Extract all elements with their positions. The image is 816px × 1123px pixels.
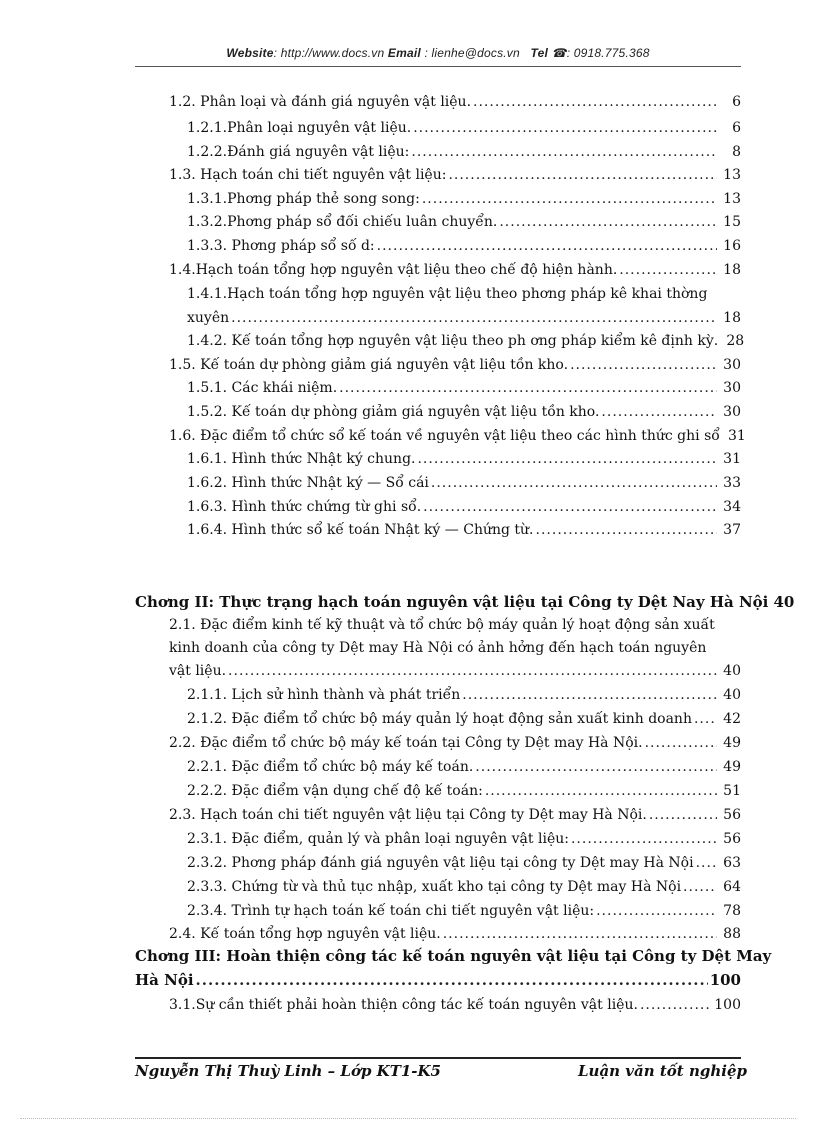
toc-entry[interactable]: 1.2.1.Phân loại nguyên vật liệu. ..... 6 — [187, 118, 741, 138]
toc-entry-line[interactable]: kinh doanh của công ty Dệt may Hà Nội có ảnh hởng đến hạch toán nguyên — [169, 640, 707, 656]
toc-entry[interactable]: 2.1.2. Đặc điểm tổ chức bộ máy quản lý hoạt động sản xuất kinh doanh ..... 42 — [187, 709, 741, 729]
toc-chapter[interactable]: Hà Nội ..... 100 — [135, 970, 741, 990]
toc-entry[interactable]: 2.4. Kế toán tổng hợp nguyên vật liệu. ..... 88 — [169, 924, 741, 944]
toc-entry[interactable]: 1.3.1.Phơng pháp thẻ song song: ..... 13 — [187, 189, 741, 209]
toc-entry[interactable]: 2.3. Hạch toán chi tiết nguyên vật liệu tại Công ty Dệt may Hà Nội. ..... 56 — [169, 805, 741, 825]
toc-entry[interactable]: 1.6.1. Hình thức Nhật ký chung. ..... 31 — [187, 449, 741, 469]
toc-entry[interactable]: 1.6.2. Hình thức Nhật ký — Sổ cái ..... 33 — [187, 473, 741, 493]
toc-entry[interactable]: 2.2. Đặc điểm tổ chức bộ máy kế toán tại Công ty Dệt may Hà Nội. ..... 49 — [169, 733, 741, 753]
website-label: Website — [226, 46, 274, 60]
toc-entry[interactable]: 2.3.4. Trình tự hạch toán kế toán chi tiết nguyên vật liệu: ..... 78 — [187, 901, 741, 921]
toc-entry[interactable]: 2.2.1. Đặc điểm tổ chức bộ máy kế toán. ..... 49 — [187, 757, 741, 777]
toc-entry[interactable]: 1.3.2.Phơng pháp sổ đối chiếu luân chuyển. ..... 15 — [187, 212, 741, 232]
website-value[interactable]: : http://www.docs.vn — [273, 46, 385, 60]
toc-entry-line[interactable]: 1.4.1.Hạch toán tổng hợp nguyên vật liệu theo phơng pháp kê khai thờng — [187, 286, 708, 302]
toc-entry-line[interactable]: 2.1. Đặc điểm kinh tế kỹ thuật và tổ chức bộ máy quản lý hoạt động sản xuất — [169, 617, 715, 633]
header-rule — [135, 66, 741, 67]
toc-entry[interactable]: vật liệu. ..... 40 — [169, 661, 741, 681]
page-bottom-border — [20, 1118, 796, 1119]
toc-chapter-line[interactable]: Chơng III: Hoàn thiện công tác kế toán nguyên vật liệu tại Công ty Dệt May — [135, 947, 772, 965]
tel-value: : 0918.775.368 — [566, 46, 650, 60]
toc-entry[interactable]: 1.2. Phân loại và đánh giá nguyên vật liệu. ..... 6 — [169, 92, 741, 112]
toc-entry[interactable]: 1.5. Kế toán dự phòng giảm giá nguyên vật liệu tồn kho. ..... 30 — [169, 355, 741, 375]
toc-entry[interactable]: 2.3.3. Chứng từ và thủ tục nhập, xuất kho tại công ty Dệt may Hà Nội ..... 64 — [187, 877, 741, 897]
toc-entry[interactable]: 1.3. Hạch toán chi tiết nguyên vật liệu: ..... 13 — [169, 165, 741, 185]
toc-entry[interactable]: 2.1.1. Lịch sử hình thành và phát triển ..... 40 — [187, 685, 741, 705]
toc-chapter[interactable]: Chơng II: Thực trạng hạch toán nguyên vật liệu tại Công ty Dệt Nay Hà Nội 40 — [135, 593, 795, 611]
toc-entry[interactable]: 2.2.2. Đặc điểm vận dụng chế độ kế toán: ..... 51 — [187, 781, 741, 801]
toc-entry[interactable]: 2.3.1. Đặc điểm, quản lý và phân loại nguyên vật liệu: ..... 56 — [187, 829, 741, 849]
email-label: Email — [387, 46, 421, 60]
email-value[interactable]: : lienhe@docs.vn — [424, 46, 520, 60]
toc-entry[interactable]: 1.6. Đặc điểm tổ chức sổ kế toán về nguyên vật liệu theo các hình thức ghi sổ 31 — [169, 428, 746, 444]
tel-label: Tel — [530, 46, 548, 60]
toc-entry[interactable]: 1.5.2. Kế toán dự phòng giảm giá nguyên vật liệu tồn kho. ..... 30 — [187, 402, 741, 422]
toc-entry[interactable]: 2.3.2. Phơng pháp đánh giá nguyên vật liệu tại công ty Dệt may Hà Nội ..... 63 — [187, 853, 741, 873]
footer-doc-type: Luận văn tốt nghiệp — [578, 1062, 747, 1080]
footer-author: Nguyễn Thị Thuỳ Linh – Lớp KT1-K5 — [135, 1062, 441, 1080]
toc-entry[interactable]: 1.4.2. Kế toán tổng hợp nguyên vật liệu theo ph ơng pháp kiểm kê định kỳ. 28 — [187, 333, 745, 349]
footer-rule — [135, 1057, 741, 1059]
page-header — [135, 46, 741, 60]
toc-entry[interactable]: 1.4.Hạch toán tổng hợp nguyên vật liệu theo chế độ hiện hành. ..... 18 — [169, 260, 741, 280]
toc-entry[interactable]: 1.3.3. Phơng pháp sổ số d: ..... 16 — [187, 236, 741, 256]
toc-entry[interactable]: 1.5.1. Các khái niệm. ..... 30 — [187, 378, 741, 398]
toc-entry[interactable]: 1.2.2.Đánh giá nguyên vật liệu: ..... 8 — [187, 142, 741, 162]
toc-entry[interactable]: 1.6.4. Hình thức sổ kế toán Nhật ký — Chứng từ. ..... 37 — [187, 520, 741, 540]
toc-entry[interactable]: 3.1.Sự cần thiết phải hoàn thiện công tác kế toán nguyên vật liệu. ..... 100 — [169, 995, 741, 1015]
toc-entry[interactable]: xuyên ..... 18 — [187, 308, 741, 328]
toc-entry[interactable]: 1.6.3. Hình thức chứng từ ghi sổ. ..... 34 — [187, 497, 741, 517]
phone-icon: ☎ — [551, 46, 567, 60]
